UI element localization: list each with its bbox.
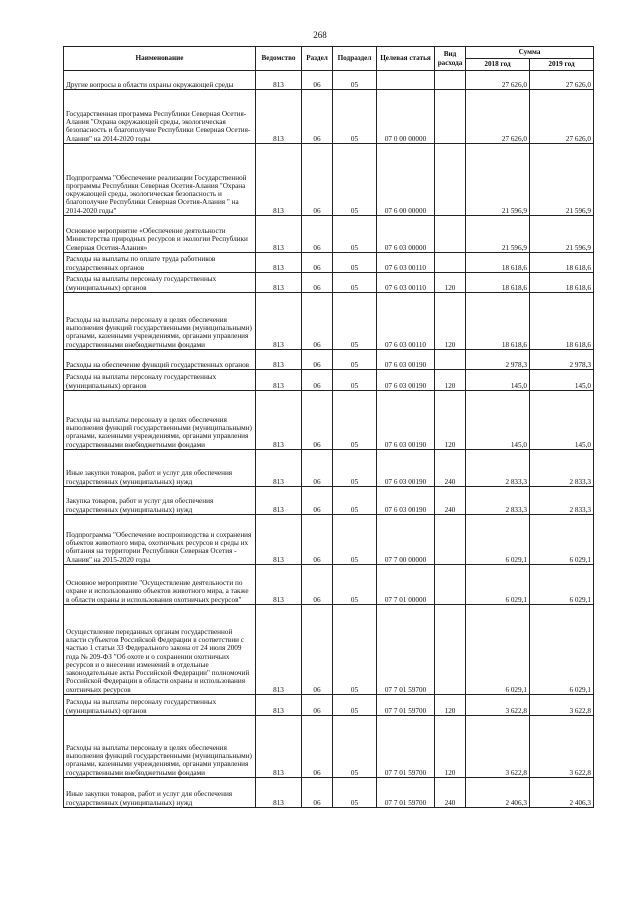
row-expense-type: 120	[435, 391, 466, 450]
table-row	[64, 370, 594, 391]
row-sum-2018: 18 618,6	[466, 293, 530, 350]
row-subsection: 05	[333, 90, 377, 144]
row-sum-2018: 21 596,9	[466, 144, 530, 216]
row-department: 813	[256, 273, 302, 293]
row-sum-2018: 18 618,6	[466, 253, 530, 273]
row-sum-2018: 6 029,1	[466, 565, 530, 605]
row-sum-2018: 145,0	[466, 370, 530, 391]
row-target-item: 07 7 00 00000	[377, 515, 435, 565]
table-row	[64, 487, 594, 515]
row-expense-type: 120	[435, 293, 466, 350]
row-target-item: 07 7 01 59700	[377, 716, 435, 778]
row-target-item: 07 7 01 59700	[377, 605, 435, 695]
row-name: Расходы на выплаты персоналу в целях обеспечения выполнения функций государственными (муниципальными) органами, казенными учреждениями, органами управления государственными внебюджетными фондами	[64, 716, 256, 778]
header-target-item: Целевая статья	[377, 47, 435, 71]
row-target-item: 07 6 03 00190	[377, 450, 435, 487]
row-department: 813	[256, 515, 302, 565]
row-department: 813	[256, 350, 302, 370]
row-section: 06	[302, 90, 333, 144]
row-expense-type: 120	[435, 273, 466, 293]
row-expense-type	[435, 144, 466, 216]
row-expense-type	[435, 350, 466, 370]
row-sum-2018: 6 029,1	[466, 515, 530, 565]
row-department: 813	[256, 71, 302, 90]
row-sum-2019: 27 626,0	[530, 90, 594, 144]
row-sum-2018: 145,0	[466, 391, 530, 450]
row-subsection: 05	[333, 565, 377, 605]
row-subsection: 05	[333, 695, 377, 716]
table-row	[64, 216, 594, 253]
row-subsection: 05	[333, 350, 377, 370]
row-section: 06	[302, 778, 333, 808]
table-body	[64, 71, 594, 808]
row-department: 813	[256, 144, 302, 216]
row-section: 06	[302, 370, 333, 391]
header-year-2019: 2019 год	[530, 59, 594, 71]
row-subsection: 05	[333, 253, 377, 273]
header-department: Ведомство	[256, 47, 302, 71]
header-subsection: Подраздел	[333, 47, 377, 71]
row-sum-2018: 2 406,3	[466, 778, 530, 808]
row-name: Подпрограмма "Обеспечение воспроизводства и сохранения объектов животного мира, охотничьих ресурсов и среды их обитания на территории Республики Северная Осетия - Алания" на 2015-2020 годы	[64, 515, 256, 565]
row-name: Подпрограмма "Обеспечение реализации Государственной программы Республики Северная Осетия-Алания "Охрана окружающей среды, экологическая безопасность и благополучие Республики Северная Осетия-Алания " на 2014-2020 годы"	[64, 144, 256, 216]
row-target-item: 07 6 00 00000	[377, 144, 435, 216]
row-name: Расходы на выплаты персоналу в целях обеспечения выполнения функций государственными (муниципальными) органами, казенными учреждениями, органами управления государственными внебюджетными фондами	[64, 391, 256, 450]
budget-table	[63, 46, 594, 808]
row-department: 813	[256, 695, 302, 716]
table-row	[64, 716, 594, 778]
row-section: 06	[302, 487, 333, 515]
row-sum-2019: 3 622,8	[530, 695, 594, 716]
table-row	[64, 450, 594, 487]
row-expense-type	[435, 515, 466, 565]
row-sum-2018: 21 596,9	[466, 216, 530, 253]
page-number: 268	[313, 30, 327, 40]
row-sum-2018: 6 029,1	[466, 605, 530, 695]
header-section: Раздел	[302, 47, 333, 71]
row-name: Государственная программа Республики Северная Осетия-Алания "Охрана окружающей среды, экологическая безопасность и благополучие Республики Северная Осетия-Алания" на 2014-2020 годы	[64, 90, 256, 144]
table-row	[64, 253, 594, 273]
row-sum-2019: 18 618,6	[530, 273, 594, 293]
row-target-item: 07 7 01 00000	[377, 565, 435, 605]
table-row	[64, 144, 594, 216]
row-department: 813	[256, 253, 302, 273]
row-department: 813	[256, 90, 302, 144]
row-target-item: 07 6 03 00110	[377, 253, 435, 273]
row-target-item: 07 6 03 00190	[377, 370, 435, 391]
row-sum-2018: 2 833,3	[466, 487, 530, 515]
header-expense-type: Вид расхода	[435, 47, 466, 71]
row-sum-2018: 2 833,3	[466, 450, 530, 487]
table-row	[64, 273, 594, 293]
row-expense-type	[435, 71, 466, 90]
row-expense-type	[435, 90, 466, 144]
row-name: Расходы на обеспечение функций государственных органов	[64, 350, 256, 370]
row-subsection: 05	[333, 605, 377, 695]
table-row	[64, 350, 594, 370]
row-sum-2018: 3 622,8	[466, 716, 530, 778]
table-row	[64, 71, 594, 90]
row-department: 813	[256, 293, 302, 350]
table-row	[64, 391, 594, 450]
row-expense-type	[435, 565, 466, 605]
row-name: Основное мероприятие «Обеспечение деятельности Министерства природных ресурсов и экологии Республики Северная Осетия-Алания»	[64, 216, 256, 253]
row-expense-type: 240	[435, 487, 466, 515]
row-sum-2019: 21 596,9	[530, 144, 594, 216]
row-sum-2019: 2 833,3	[530, 450, 594, 487]
row-sum-2018: 18 618,6	[466, 273, 530, 293]
row-department: 813	[256, 216, 302, 253]
row-subsection: 05	[333, 450, 377, 487]
row-name: Основное мероприятие "Осуществление деятельности по охране и использованию объектов животного мира, а также в области охраны и использования охотничьих ресурсов"	[64, 565, 256, 605]
row-section: 06	[302, 216, 333, 253]
row-target-item: 07 6 03 00190	[377, 350, 435, 370]
header-year-2018: 2018 год	[466, 59, 530, 71]
row-name: Иные закупки товаров, работ и услуг для обеспечения государственных (муниципальных) нужд	[64, 778, 256, 808]
row-subsection: 05	[333, 71, 377, 90]
row-sum-2019: 21 596,9	[530, 216, 594, 253]
table-row	[64, 565, 594, 605]
row-department: 813	[256, 450, 302, 487]
row-target-item: 07 6 03 00190	[377, 391, 435, 450]
row-sum-2018: 27 626,0	[466, 90, 530, 144]
row-sum-2019: 145,0	[530, 391, 594, 450]
table-row	[64, 293, 594, 350]
row-expense-type: 120	[435, 716, 466, 778]
row-target-item	[377, 71, 435, 90]
row-target-item: 07 6 03 00000	[377, 216, 435, 253]
row-expense-type: 120	[435, 695, 466, 716]
row-section: 06	[302, 391, 333, 450]
row-subsection: 05	[333, 391, 377, 450]
row-section: 06	[302, 565, 333, 605]
row-target-item: 07 6 03 00110	[377, 273, 435, 293]
table-row	[64, 605, 594, 695]
row-department: 813	[256, 716, 302, 778]
row-department: 813	[256, 605, 302, 695]
row-department: 813	[256, 565, 302, 605]
row-section: 06	[302, 144, 333, 216]
row-section: 06	[302, 515, 333, 565]
row-subsection: 05	[333, 515, 377, 565]
row-subsection: 05	[333, 778, 377, 808]
row-sum-2019: 6 029,1	[530, 605, 594, 695]
row-subsection: 05	[333, 293, 377, 350]
row-section: 06	[302, 350, 333, 370]
row-target-item: 07 6 03 00190	[377, 487, 435, 515]
row-name: Осуществление переданных органам государственной власти субъектов Российской Федерации в соответствии с частью 1 статьи 33 Федерального закона от 24 июля 2009 года № 209-ФЗ "Об охоте и о сохранении охотничьих ресурсов и о внесении изменений в отдельные законодательные акты Российской Федерации" полномочий Российской Федерации в области охраны и использования охотничьих ресурсов	[64, 605, 256, 695]
row-section: 06	[302, 450, 333, 487]
row-name: Расходы на выплаты персоналу в целях обеспечения выполнения функций государственными (муниципальными) органами, казенными учреждениями, органами управления государственными внебюджетными фондами	[64, 293, 256, 350]
row-department: 813	[256, 487, 302, 515]
row-section: 06	[302, 605, 333, 695]
table-row	[64, 778, 594, 808]
header-name: Наименование	[64, 47, 256, 71]
row-sum-2019: 2 978,3	[530, 350, 594, 370]
row-expense-type	[435, 605, 466, 695]
row-sum-2019: 6 029,1	[530, 515, 594, 565]
row-expense-type	[435, 216, 466, 253]
row-sum-2019: 2 833,3	[530, 487, 594, 515]
row-expense-type: 240	[435, 778, 466, 808]
row-section: 06	[302, 716, 333, 778]
row-sum-2019: 27 626,0	[530, 71, 594, 90]
row-subsection: 05	[333, 370, 377, 391]
row-subsection: 05	[333, 716, 377, 778]
row-subsection: 05	[333, 487, 377, 515]
row-target-item: 07 7 01 59700	[377, 695, 435, 716]
row-sum-2019: 3 622,8	[530, 716, 594, 778]
row-sum-2019: 2 406,3	[530, 778, 594, 808]
row-sum-2019: 6 029,1	[530, 565, 594, 605]
row-sum-2018: 2 978,3	[466, 350, 530, 370]
row-name: Расходы на выплаты персоналу государственных (муниципальных) органов	[64, 370, 256, 391]
row-target-item: 07 7 01 59700	[377, 778, 435, 808]
row-name: Иные закупки товаров, работ и услуг для обеспечения государственных (муниципальных) нужд	[64, 450, 256, 487]
table-row	[64, 515, 594, 565]
row-section: 06	[302, 253, 333, 273]
row-subsection: 05	[333, 273, 377, 293]
table-row	[64, 90, 594, 144]
row-name: Расходы на выплаты персоналу государственных (муниципальных) органов	[64, 273, 256, 293]
row-sum-2018: 27 626,0	[466, 71, 530, 90]
row-name: Расходы на выплаты по оплате труда работников государственных органов	[64, 253, 256, 273]
row-section: 06	[302, 71, 333, 90]
row-expense-type: 120	[435, 370, 466, 391]
row-department: 813	[256, 778, 302, 808]
header-sum: Сумма	[466, 47, 594, 59]
row-name: Расходы на выплаты персоналу государственных (муниципальных) органов	[64, 695, 256, 716]
row-target-item: 07 6 03 00110	[377, 293, 435, 350]
row-expense-type	[435, 253, 466, 273]
row-expense-type: 240	[435, 450, 466, 487]
row-section: 06	[302, 273, 333, 293]
row-subsection: 05	[333, 216, 377, 253]
row-sum-2019: 145,0	[530, 370, 594, 391]
row-name: Закупка товаров, работ и услуг для обеспечения государственных (муниципальных) нужд	[64, 487, 256, 515]
row-subsection: 05	[333, 144, 377, 216]
row-department: 813	[256, 370, 302, 391]
row-section: 06	[302, 695, 333, 716]
row-sum-2018: 3 622,8	[466, 695, 530, 716]
table-row	[64, 695, 594, 716]
row-sum-2019: 18 618,6	[530, 253, 594, 273]
row-department: 813	[256, 391, 302, 450]
row-target-item: 07 0 00 00000	[377, 90, 435, 144]
row-sum-2019: 18 618,6	[530, 293, 594, 350]
row-section: 06	[302, 293, 333, 350]
row-name: Другие вопросы в области охраны окружающей среды	[64, 71, 256, 90]
